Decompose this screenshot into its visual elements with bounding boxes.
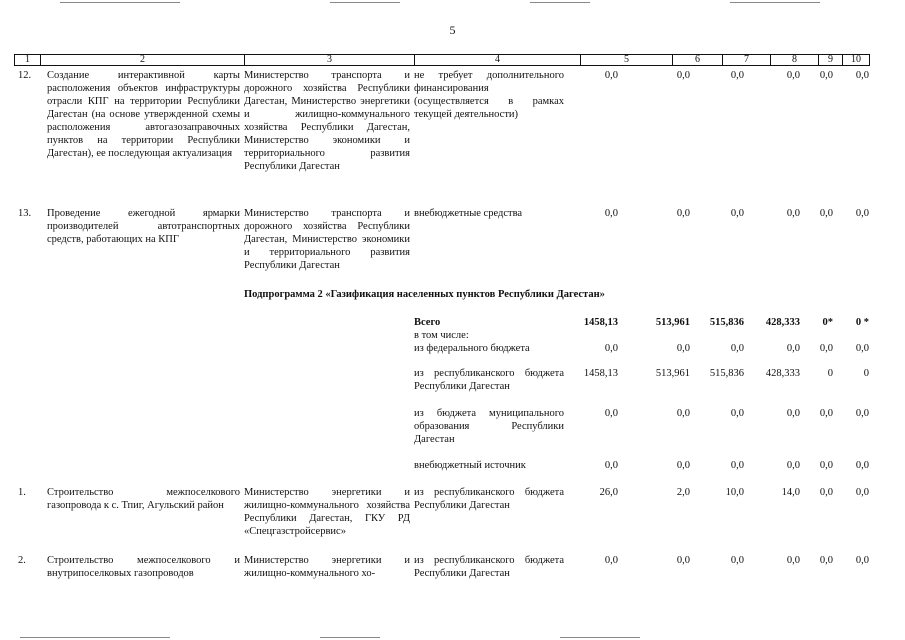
scan-rule	[20, 637, 170, 638]
value-col5: 0,0	[604, 343, 618, 354]
municipal-label: из бюджета муниципального образования Республики Дагестан	[414, 408, 564, 445]
value-col5: 0,0	[604, 408, 618, 419]
row-number: 13.	[18, 208, 32, 219]
column-number-header	[14, 54, 870, 66]
extrabudget-label: внебюджетный источник	[414, 460, 526, 471]
value-col10: 0 *	[855, 317, 869, 328]
value-col10: 0,0	[855, 70, 869, 81]
value-col9: 0*	[822, 317, 833, 328]
value-col9: 0,0	[819, 555, 833, 566]
value-col8: 428,333	[765, 317, 800, 328]
total-label: Всего	[414, 317, 441, 328]
value-col6: 0,0	[676, 555, 690, 566]
value-col10: 0,0	[855, 487, 869, 498]
value-col5: 1458,13	[583, 317, 618, 328]
measure-name: Строительство межпоселкового газопровода к с. Тпиг, Агульский район	[47, 487, 240, 511]
value-col10: 0,0	[855, 408, 869, 419]
col-header: 7	[723, 55, 771, 66]
value-col8: 0,0	[786, 208, 800, 219]
executor: Министерство энергетики и жилищно-коммунального хозяйства Республики Дагестан, ГКУ РД «Спецгазстройсервис»	[244, 487, 410, 537]
col-header: 4	[415, 55, 581, 66]
value-col7: 0,0	[730, 208, 744, 219]
value-col5: 0,0	[604, 460, 618, 471]
funding-source: не требует дополнительного финансирования (осуществляется в рамках текущей деятельности)	[414, 70, 564, 120]
measure-name: Строительство межпоселкового и внутрипоселковых газопроводов	[47, 555, 240, 579]
value-col7: 0,0	[730, 460, 744, 471]
value-col7: 0,0	[730, 408, 744, 419]
value-col5: 0,0	[604, 555, 618, 566]
value-col7: 0,0	[730, 70, 744, 81]
funding-source: из республиканского бюджета Республики Дагестан	[414, 555, 564, 579]
value-col10: 0,0	[855, 460, 869, 471]
col-header: 9	[819, 55, 843, 66]
value-col9: 0,0	[819, 487, 833, 498]
value-col8: 0,0	[786, 343, 800, 354]
value-col6: 0,0	[676, 70, 690, 81]
scan-rule	[60, 2, 180, 3]
scan-rule	[530, 2, 590, 3]
value-col8: 14,0	[781, 487, 800, 498]
value-col6: 0,0	[676, 208, 690, 219]
col-header: 1	[15, 55, 41, 66]
executor: Министерство энергетики и жилищно-коммунального хо-	[244, 555, 410, 579]
value-col9: 0,0	[819, 408, 833, 419]
value-col8: 0,0	[786, 555, 800, 566]
value-col6: 0,0	[676, 460, 690, 471]
federal-label: из федерального бюджета	[414, 343, 530, 354]
value-col8: 0,0	[786, 408, 800, 419]
value-col7: 10,0	[725, 487, 744, 498]
executor: Министерство транспорта и дорожного хозяйства Республики Дагестан, Министерство энергетики и жилищно-коммунального хозяйства Республики Дагестан, Министерство экономики и территориального развития Республики Дагестан	[244, 70, 410, 172]
value-col6: 513,961	[655, 368, 690, 379]
value-col6: 0,0	[676, 343, 690, 354]
value-col9: 0	[827, 368, 833, 379]
value-col9: 0,0	[819, 343, 833, 354]
value-col5: 1458,13	[583, 368, 618, 379]
value-col9: 0,0	[819, 460, 833, 471]
measure-name: Создание интерактивной карты расположения объектов инфраструктуры отрасли КПГ на территории Республики Дагестан (на основе утвержденной схемы расположения автогазозаправочных пунктов на территории Республики Дагестан), ее последующая актуализация	[47, 70, 240, 159]
col-header: 5	[581, 55, 673, 66]
value-col10: 0,0	[855, 343, 869, 354]
scan-rule	[560, 637, 640, 638]
value-col10: 0,0	[855, 208, 869, 219]
funding-source: из республиканского бюджета Республики Дагестан	[414, 487, 564, 511]
row-number: 12.	[18, 70, 32, 81]
value-col6: 0,0	[676, 408, 690, 419]
value-col7: 0,0	[730, 555, 744, 566]
value-col7: 515,836	[709, 317, 744, 328]
republic-label: из республиканского бюджета Республики Дагестан	[414, 368, 564, 392]
value-col5: 0,0	[604, 208, 618, 219]
col-header: 8	[771, 55, 819, 66]
value-col10: 0	[863, 368, 869, 379]
value-col5: 26,0	[599, 487, 618, 498]
value-col8: 0,0	[786, 460, 800, 471]
row-number: 1.	[18, 487, 26, 498]
value-col6: 2,0	[676, 487, 690, 498]
col-header: 2	[41, 55, 245, 66]
col-header: 3	[245, 55, 415, 66]
executor: Министерство транспорта и дорожного хозяйства Республики Дагестан, Министерство экономики и территориального развития Республики Дагестан	[244, 208, 410, 271]
funding-source: внебюджетные средства	[414, 208, 523, 219]
value-col9: 0,0	[819, 70, 833, 81]
page-number: 5	[449, 23, 456, 37]
value-col7: 0,0	[730, 343, 744, 354]
value-col6: 513,961	[655, 317, 690, 328]
scan-rule	[320, 637, 380, 638]
row-number: 2.	[18, 555, 26, 566]
value-col7: 515,836	[709, 368, 744, 379]
value-col9: 0,0	[819, 208, 833, 219]
scan-rule	[730, 2, 820, 3]
value-col5: 0,0	[604, 70, 618, 81]
scan-rule	[330, 2, 400, 3]
measure-name: Проведение ежегодной ярмарки производителей автотранспортных средств, работающих на КПГ	[47, 208, 240, 245]
including-label: в том числе:	[414, 330, 469, 341]
value-col10: 0,0	[855, 555, 869, 566]
value-col8: 428,333	[765, 368, 800, 379]
subprogram-title: Подпрограмма 2 «Газификация населенных пунктов Республики Дагестан»	[244, 289, 605, 300]
col-header: 6	[673, 55, 723, 66]
col-header: 10	[843, 55, 870, 66]
value-col8: 0,0	[786, 70, 800, 81]
